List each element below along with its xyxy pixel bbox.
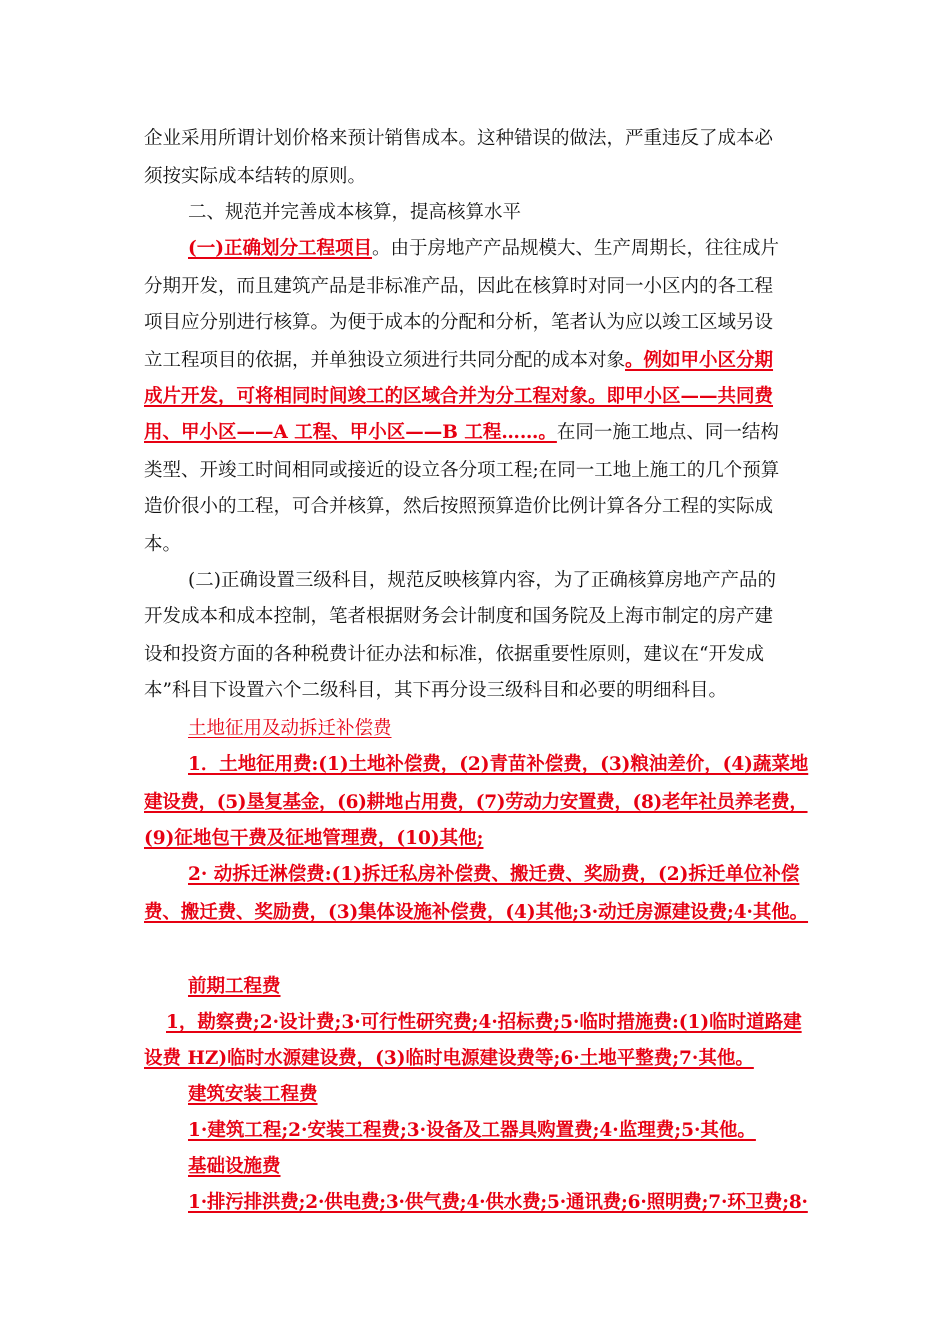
highlighted-text: 基础设施费 [188,1156,281,1177]
highlighted-text: 土地征用及动拆迁补偿费 [188,718,392,739]
highlighted-text: 成片开发，可将相同时间竣工的区域合并为分工程对象。即甲小区——共同费 [144,386,774,407]
highlighted-text: (一)正确划分工程项目 [188,238,373,259]
text-line [144,494,773,522]
text-line [144,348,773,376]
body-text: 类型、开竣工时间相同或接近的设立各分项工程;在同一工地上施工的几个预算 [144,460,780,481]
text-line [144,604,773,632]
text-line [144,126,773,154]
highlighted-text: 。例如甲小区分期 [625,350,774,371]
highlighted-text: 建筑安装工程费 [188,1084,318,1105]
highlighted-text: 费、搬迁费、奖励费，(3)集体设施补偿费，(4)其他;3·动迁房源建设费;4·其他。 [144,902,809,923]
text-line [188,236,779,264]
text-line [188,200,521,228]
text-line [144,826,483,854]
text-line [188,752,808,780]
text-line [144,164,366,192]
highlighted-text: 建设费，(5)垦复基金，(6)耕地占用费，(7)劳动力安置费，(8)老年社员养老费， [144,792,808,813]
body-text: (二)正确设置三级科目，规范反映核算内容，为了正确核算房地产产品的 [188,570,776,591]
highlighted-text: 前期工程费 [188,976,281,997]
body-text: 设和投资方面的各种税费计征办法和标准，依据重要性原则，建议在“开发成 [144,644,764,665]
highlighted-text: 设费 HZ)临时水源建设费，(3)临时电源建设费等;6·土地平整费;7·其他。 [144,1048,754,1069]
text-line [144,310,773,338]
text-line [144,274,773,302]
highlighted-text: 1·建筑工程;2·安装工程费;3·设备及工器具购置费;4·监理费;5·其他。 [188,1120,756,1141]
text-line [144,900,808,928]
body-text: 企业采用所谓计划价格来预计销售成本。这种错误的做法，严重违反了成本必 [144,128,774,149]
text-line [144,678,727,706]
body-text: 二、规范并完善成本核算，提高核算水平 [188,202,522,223]
highlighted-text: 1，勘察费;2·设计费;3·可行性研究费;4·招标费;5·临时措施费:(1)临时道路建 [166,1012,802,1033]
body-text: 分期开发，而且建筑产品是非标准产品，因此在核算时对同一小区内的各工程 [144,276,774,297]
highlighted-text: 用、甲小区——A 工程、甲小区——B 工程……。 [144,422,557,443]
text-line [144,384,773,412]
text-line [144,790,808,818]
text-line [188,862,799,890]
body-text: 立工程项目的依据，并单独设立须进行共同分配的成本对象 [144,350,626,371]
text-line [144,642,764,670]
highlighted-text: 1．土地征用费:(1)土地补偿费，(2)青苗补偿费，(3)粮油差价，(4)蔬菜地 [188,754,809,775]
body-text: 。由于房地产产品规模大、生产周期长，往往成片 [372,238,780,259]
text-line [188,1082,318,1110]
body-text: 项目应分别进行核算。为便于成本的分配和分析，笔者认为应以竣工区域另设 [144,312,774,333]
text-line [188,568,776,596]
highlighted-text: 2· 动拆迁淋偿费:(1)拆迁私房补偿费、搬迁费、奖励费，(2)拆迁单位补偿 [188,864,800,885]
text-line [188,1118,756,1146]
text-line [166,1010,802,1038]
body-text: 本。 [144,534,182,555]
body-text: 须按实际成本结转的原则。 [144,166,367,187]
text-line [144,532,181,560]
text-line [188,974,281,1002]
body-text: 在同一施工地点、同一结构 [556,422,779,443]
text-line [188,716,392,744]
text-line [144,1046,754,1074]
text-line [188,1190,808,1218]
body-text: 本”科目下设置六个二级科目，其下再分设三级科目和必要的明细科目。 [144,680,727,701]
text-line [144,420,779,448]
highlighted-text: 1·排污排洪费;2·供电费;3·供气费;4·供水费;5·通讯费;6·照明费;7·环卫费;8· [188,1192,808,1213]
body-text: 开发成本和成本控制，笔者根据财务会计制度和国务院及上海市制定的房产建 [144,606,774,627]
body-text: 造价很小的工程，可合并核算，然后按照预算造价比例计算各分工程的实际成 [144,496,774,517]
text-line [188,1154,281,1182]
highlighted-text: (9)征地包干费及征地管理费，(10)其他; [144,828,484,849]
text-line [144,458,779,486]
